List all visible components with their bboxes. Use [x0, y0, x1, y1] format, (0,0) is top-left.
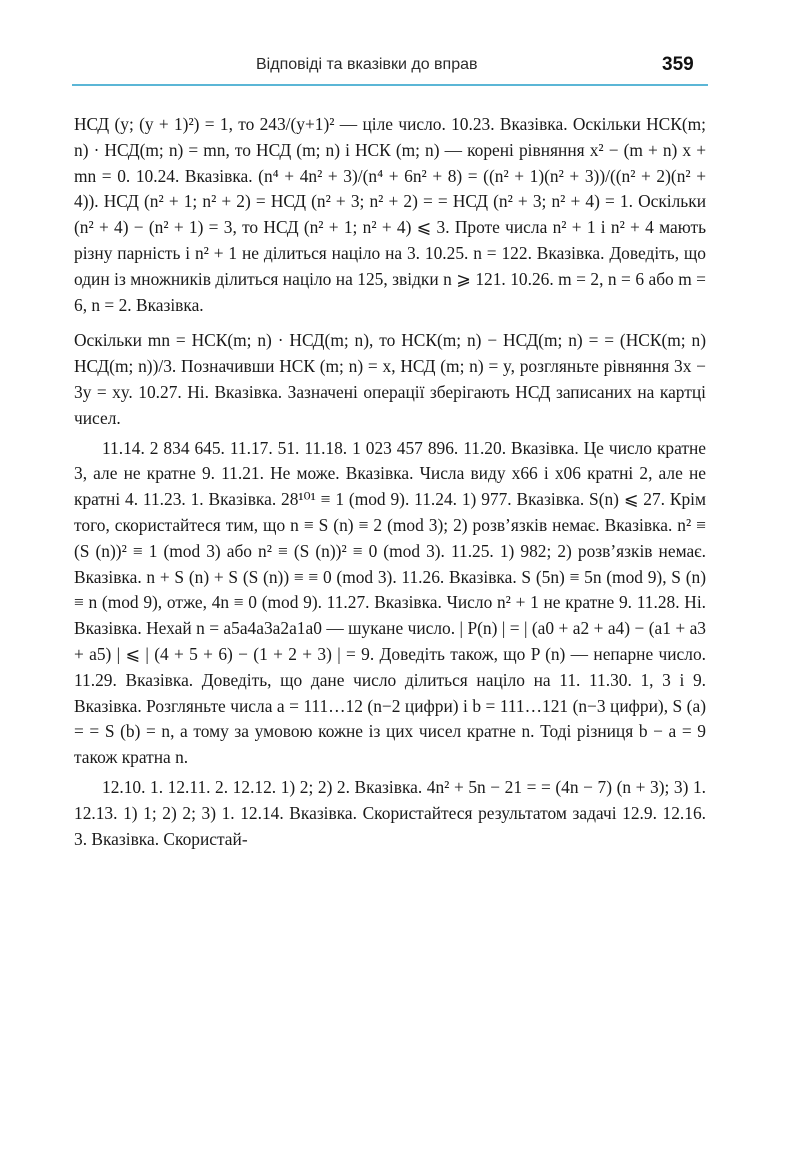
page-header	[0, 0, 800, 90]
answer-paragraph-2: Оскільки mn = НСК(m; n) · НСД(m; n), то НСК(m; n) − НСД(m; n) = = (НСК(m; n) НСД(m; n))/3. Позначивши НСК (m; n) = x, НСД (m; n) = y, розгляньте рівняння 3x − 3y = xy. 10.27. Ні. Вказівка. Зазначені операції зберігають НСД записаних на картці чисел.	[74, 330, 706, 428]
answer-paragraph-3: 11.14. 2 834 645. 11.17. 51. 11.18. 1 023 457 896. 11.20. Вказівка. Це число кратне 3, але не кратне 9. 11.21. Не може. Вказівка. Числа виду x66 і x06 кратні 2, але не кратні 4. 11.23. 1. Вказівка. 28¹⁰¹ ≡ 1 (mod 9). 11.24. 1) 977. Вказівка. S(n) ⩽ 27. Крім того, скористайтеся тим, що n ≡ S (n) ≡ 2 (mod 3); 2) розв’язків немає. Вказівка. n² ≡ (S (n))² ≡ 1 (mod 3) або n² ≡ (S (n))² ≡ 0 (mod 3). 11.25. 1) 982; 2) розв’язків немає. Вказівка. n + S (n) + S (S (n)) ≡ ≡ 0 (mod 3). 11.26. Вказівка. S (5n) ≡ 5n (mod 9), S (n) ≡ n (mod 9), отже, 4n ≡ 0 (mod 9). 11.27. Вказівка. Число n² + 1 не кратне 9. 11.28. Ні. Вказівка. Нехай n = a5a4a3a2a1a0 — шукане число. | P(n) | = | (a0 + a2 + a4) − (a1 + a3 + a5) | ⩽ | (4 + 5 + 6) − (1 + 2 + 3) | = 9. Доведіть також, що P (n) — непарне число. 11.29. Вказівка. Доведіть, що дане число ділиться націло на 11. 11.30. 1, 3 і 9. Вказівка. Розгляньте числа a = 111…12 (n−2 цифри) і b = 111…121 (n−3 цифри), S (a) = = S (b) = n, а тому за умовою кожне із цих чисел кратне n. Тоді різниця b − a = 9 також кратна n.	[74, 437, 706, 768]
running-title: Відповіді та вказівки до вправ	[256, 56, 478, 73]
answer-paragraph-4: 12.10. 1. 12.11. 2. 12.12. 1) 2; 2) 2. Вказівка. 4n² + 5n − 21 = = (4n − 7) (n + 3); 3) 1. 12.13. 1) 1; 2) 2; 3) 1. 12.14. Вказівка. Скористайтеся результатом задачі 12.9. 12.16. 3. Вказівка. Скористай-	[74, 776, 706, 849]
header-rule	[72, 84, 708, 86]
answer-paragraph-1: НСД (y; (y + 1)²) = 1, то 243/(y+1)² — ціле число. 10.23. Вказівка. Оскільки НСК(m; n) · НСД(m; n) = mn, то НСД (m; n) і НСК (m; n) — корені рівняння x² − (m + n) x + mn = 0. 10.24. Вказівка. (n⁴ + 4n² + 3)/(n⁴ + 6n² + 8) = ((n² + 1)(n² + 3))/((n² + 2)(n² + 4)). НСД (n² + 1; n² + 2) = НСД (n² + 3; n² + 2) = = НСД (n² + 3; n² + 4) = 1. Оскільки (n² + 4) − (n² + 1) = 3, то НСД (n² + 1; n² + 4) ⩽ 3. Проте числа n² + 1 і n² + 4 мають різну парність і n² + 1 не ділиться націло на 3. 10.25. n = 122. Вказівка. Доведіть, що один із множників ділиться націло на 125, звідки n ⩾ 121. 10.26. m = 2, n = 6 або m = 6, n = 2. Вказівка.	[74, 114, 706, 315]
answers-content	[74, 112, 706, 852]
page-number: 359	[662, 54, 694, 75]
